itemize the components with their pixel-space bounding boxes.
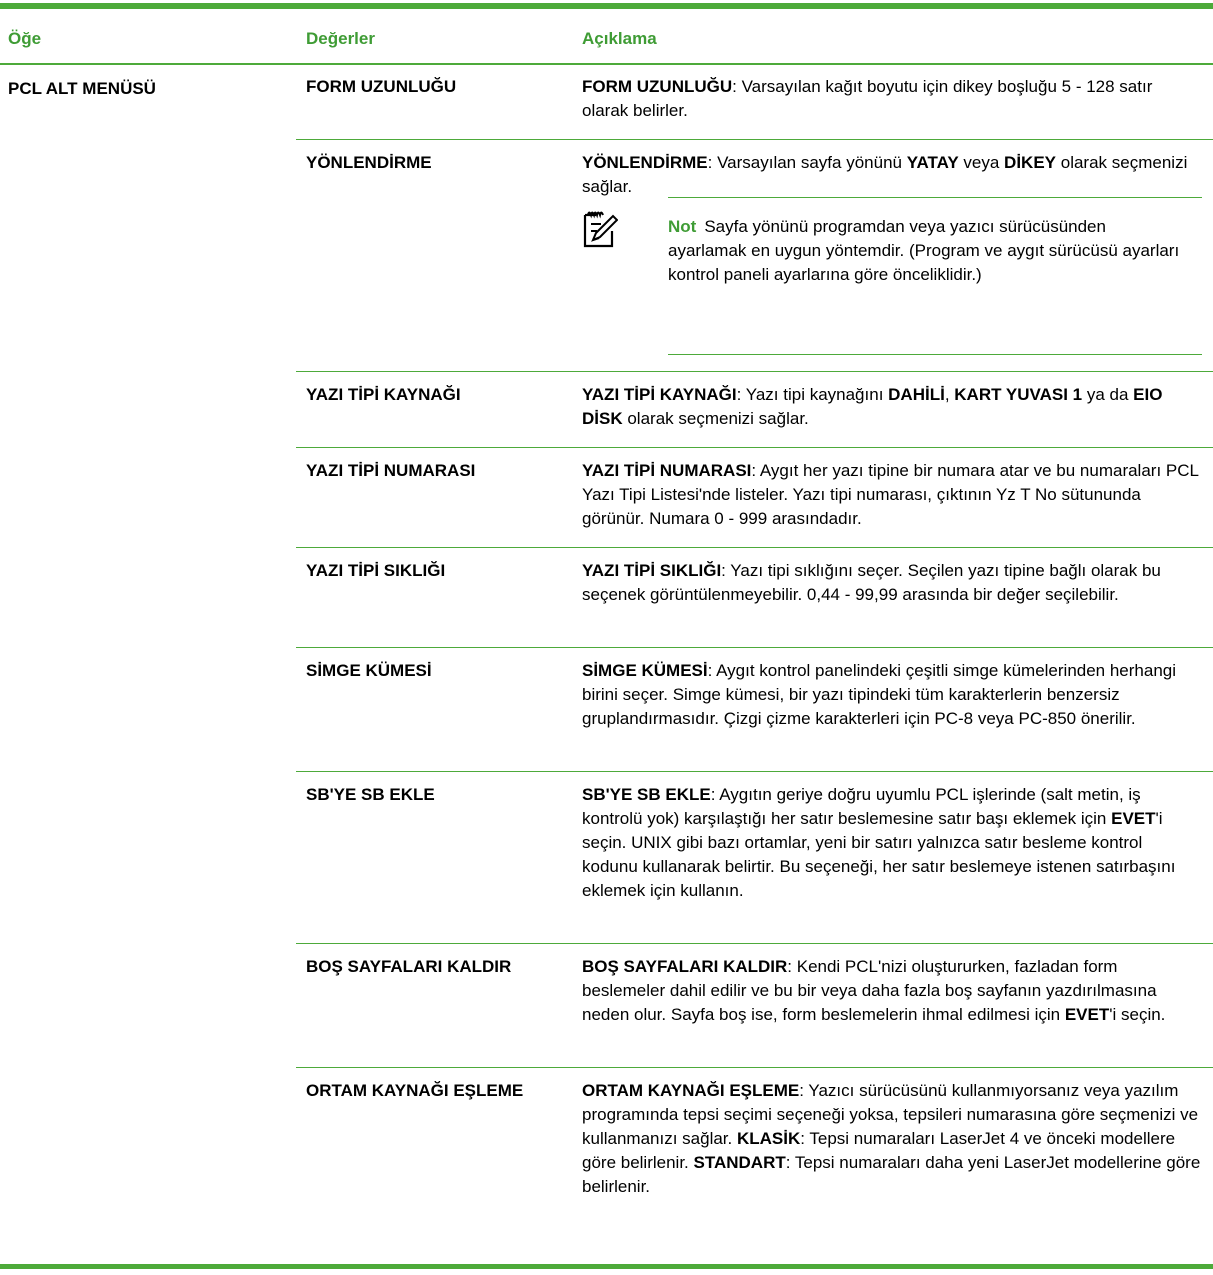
bottom-rule	[0, 1264, 1213, 1269]
note-bottom-rule	[668, 354, 1202, 355]
description-font-number: YAZI TİPİ NUMARASI: Aygıt her yazı tipine bir numara atar ve bu numaraları PCL Yazı Tipi Listesi'nde listeler. Yazı tipi numarası, çıktının Yz T No sütununda görünür. Numara 0 - 999 arasındadır.	[582, 461, 1199, 528]
note-box	[582, 197, 1202, 355]
description-media-source-mapping: ORTAM KAYNAĞI EŞLEME: Yazıcı sürücüsünü kullanmıyorsanız veya yazılım programında tepsi seçimi seçeneği yoksa, tepsileri numarasına göre seçmenizi ve kullanmanızı sağlar. KLASİK: Tepsi numaraları LaserJet 4 ve önceki modellere göre belirlenir. STANDART: Tepsi numaraları daha yeni LaserJet modellerine göre belirlenir.	[582, 1081, 1201, 1196]
description-orientation: YÖNLENDİRME: Varsayılan sayfa yönünü YATAY veya DİKEY olarak seçmenizi sağlar.	[582, 153, 1188, 196]
value-form-length: FORM UZUNLUĞU	[306, 77, 457, 96]
description-form-length: FORM UZUNLUĞU: Varsayılan kağıt boyutu için dikey boşluğu 5 - 128 satır olarak belirler.	[582, 77, 1153, 120]
row-separator	[296, 371, 1213, 372]
note-pencil-icon	[582, 209, 618, 254]
description-font-pitch: YAZI TİPİ SIKLIĞI: Yazı tipi sıklığını seçer. Seçilen yazı tipine bağlı olarak bu seçenek görüntülenmeyebilir. 0,44 - 99,99 arasında bir değer seçilebilir.	[582, 561, 1161, 604]
description-symbol-set: SİMGE KÜMESİ: Aygıt kontrol panelindeki çeşitli simge kümelerinden herhangi birini seçer. Simge kümesi, bir yazı tipindeki tüm karakterlerin benzersiz gruplandırmasıdır. Çizgi çizme karakterleri için PC-8 veya PC-850 önerilir.	[582, 661, 1177, 728]
row-separator	[296, 139, 1213, 140]
column-header-item: Öğe	[8, 29, 42, 48]
note-top-rule	[668, 197, 1202, 198]
note-text: Not Sayfa yönünü programdan veya yazıcı sürücüsünden ayarlamak en uygun yöntemdir. (Program ve aygıt sürücüsü ayarları kontrol paneli ayarlarına göre önceliklidir.)	[668, 217, 1180, 284]
value-media-source-mapping: ORTAM KAYNAĞI EŞLEME	[306, 1081, 524, 1100]
row-separator	[296, 447, 1213, 448]
value-font-pitch: YAZI TİPİ SIKLIĞI	[306, 561, 446, 580]
row-separator	[296, 771, 1213, 772]
value-font-source: YAZI TİPİ KAYNAĞI	[306, 385, 461, 404]
column-header-values: Değerler	[306, 29, 375, 48]
value-suppress-blank-pages: BOŞ SAYFALARI KALDIR	[306, 957, 512, 976]
top-rule	[0, 3, 1213, 9]
row-separator	[296, 1067, 1213, 1068]
row-separator	[296, 547, 1213, 548]
description-suppress-blank-pages: BOŞ SAYFALARI KALDIR: Kendi PCL'nizi oluştururken, fazladan form beslemeler dahil edilir ve bu bir veya daha fazla boş sayfanın yazdırılmasına neden olur. Sayfa boş ise, form beslemelerin ihmal edilmesi için EVET'i seçin.	[582, 957, 1166, 1024]
value-append-cr: SB'YE SB EKLE	[306, 785, 435, 804]
header-rule	[0, 63, 1213, 65]
column-header-description: Açıklama	[582, 29, 657, 48]
value-symbol-set: SİMGE KÜMESİ	[306, 661, 432, 680]
value-orientation: YÖNLENDİRME	[306, 153, 432, 172]
row-separator	[296, 943, 1213, 944]
description-font-source: YAZI TİPİ KAYNAĞI: Yazı tipi kaynağını DAHİLİ, KART YUVASI 1 ya da EIO DİSK olarak seçmenizi sağlar.	[582, 385, 1163, 428]
value-font-number: YAZI TİPİ NUMARASI	[306, 461, 476, 480]
item-name: PCL ALT MENÜSÜ	[8, 79, 156, 98]
description-append-cr: SB'YE SB EKLE: Aygıtın geriye doğru uyumlu PCL işlerinde (salt metin, iş kontrolü yok) karşılaştığı her satır beslemesine satır başı eklemek için EVET'i seçin. UNIX gibi bazı ortamlar, yeni bir satırı yalnızca satır besleme kontrol kodunu kullanarak belirtir. Bu seçeneği, her satır beslemeye istenen satırbaşını eklemek için kullanın.	[582, 785, 1176, 900]
row-separator	[296, 647, 1213, 648]
